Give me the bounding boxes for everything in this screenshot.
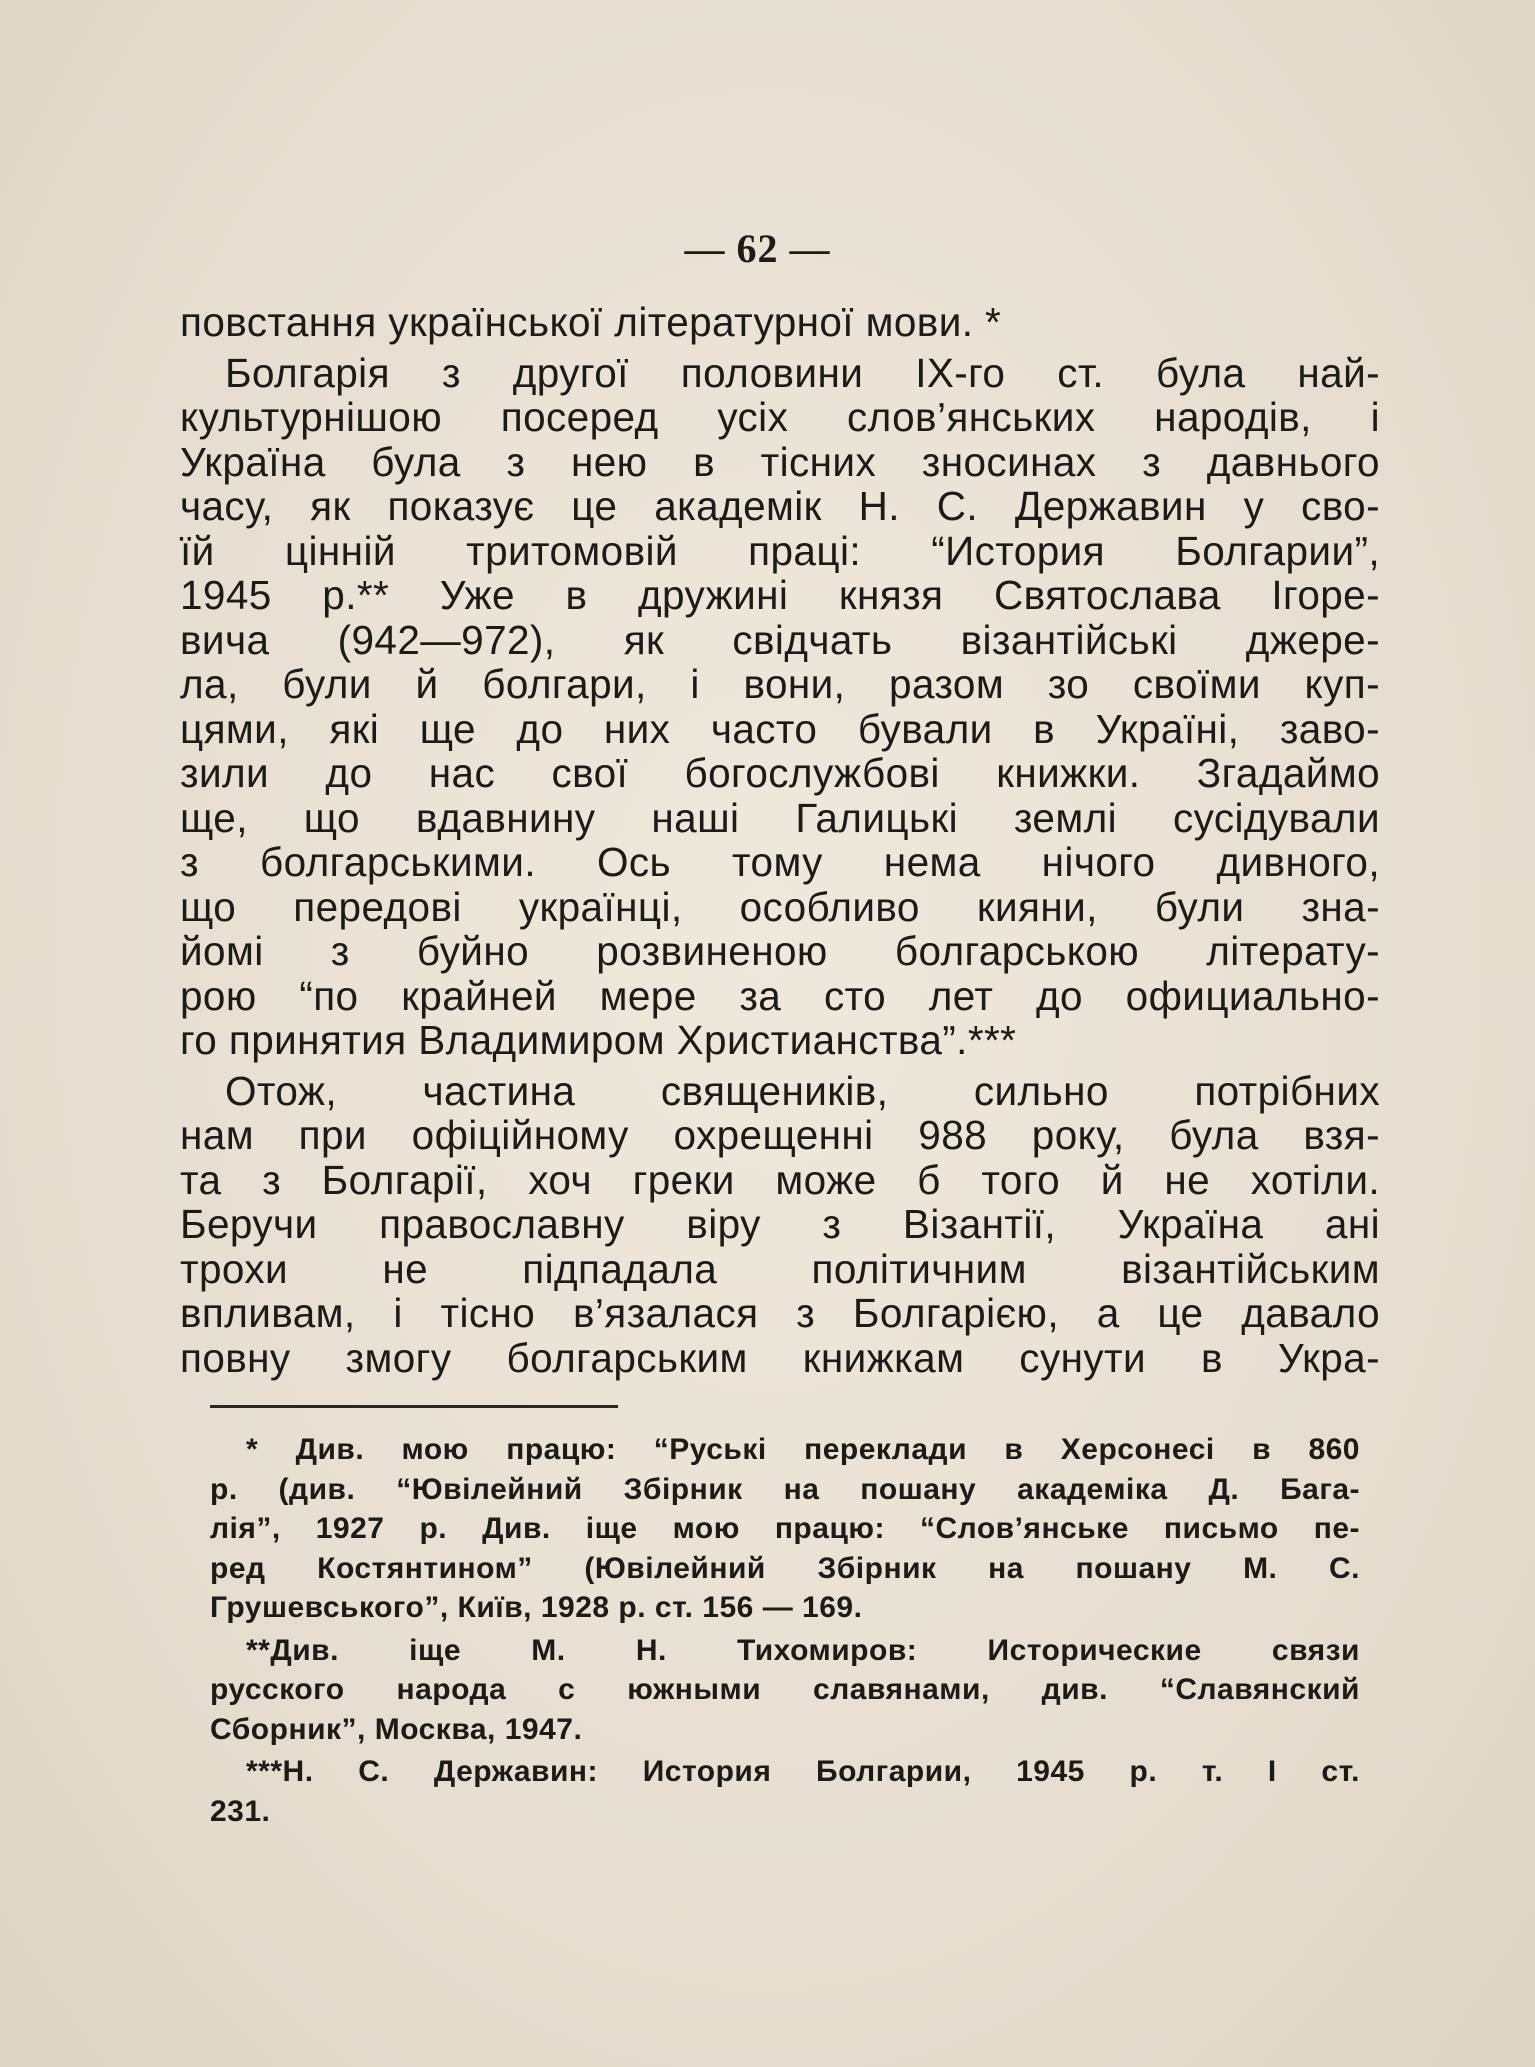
- text-line: вича (942—972), як свідчать візантійські джере-: [180, 616, 1380, 663]
- footnote-3: [210, 1752, 1360, 1831]
- footnote-line: ред Костянтином” (Ювілейний Збірник на пошану М. С.: [210, 1551, 1360, 1585]
- text-line: ще, що вдавнину наші Галицькі землі сусідували: [180, 794, 1380, 841]
- text-line: рою “по крайней мере за сто лет до официально-: [180, 972, 1380, 1019]
- text-line: повну змогу болгарським книжкам сунути в Укра-: [180, 1334, 1380, 1381]
- footnote-2: [210, 1631, 1360, 1750]
- paragraph-1: [180, 300, 1380, 345]
- paragraph-3: [180, 1069, 1380, 1381]
- text-line: трохи не підпадала політичним візантійським: [180, 1245, 1380, 1292]
- text-line: їй цінній тритомовій праці: “История Болгарии”,: [180, 527, 1380, 574]
- text-line: Болгарія з другої половини IX-го ст. була най-: [225, 349, 1380, 396]
- text-line: що передові українці, особливо кияни, були зна-: [180, 883, 1380, 930]
- text-line: з болгарськими. Ось тому нема нічого дивного,: [180, 839, 1380, 885]
- text-line: Україна була з нею в тісних зносинах з давнього: [180, 438, 1380, 485]
- footnote-1: [210, 1430, 1360, 1628]
- footnote-line: * Див. мою працю: “Руські переклади в Херсонесі в 860: [246, 1433, 1360, 1466]
- footnote-line: лія”, 1927 р. Див. іще мою працю: “Слов’янське письмо пе-: [210, 1512, 1360, 1545]
- footnote-line: **Див. іще М. Н. Тихомиров: Исторические связи: [246, 1633, 1360, 1667]
- text-line: 1945 р.** Уже в дружині князя Святослава Ігоре-: [180, 572, 1380, 618]
- text-line: зили до нас свої богослужбові книжки. Згадаймо: [180, 750, 1380, 796]
- footnote-separator: [210, 1405, 618, 1408]
- text-line: Беручи православну віру з Візантії, Україна ані: [180, 1201, 1380, 1247]
- text-line: Отож, частина священиків, сильно потрібних: [225, 1067, 1380, 1114]
- footnote-line: Сборник”, Москва, 1947.: [210, 1712, 583, 1746]
- text-line: нам при офіційному охрещенні 988 року, була взя-: [180, 1112, 1380, 1158]
- footnote-line: р. (див. “Ювілейний Збірник на пошану академіка Д. Бага-: [210, 1472, 1360, 1506]
- footnote-line: ***Н. С. Державин: История Болгарии, 1945 р. т. I ст.: [246, 1755, 1360, 1788]
- paragraph-2: [180, 351, 1380, 1063]
- text-line: та з Болгарії, хоч греки може б того й не хотіли.: [180, 1156, 1380, 1203]
- footnote-line: 231.: [210, 1794, 271, 1828]
- text-line: йомі з буйно розвиненою болгарською літерату-: [180, 928, 1380, 974]
- text-line: часу, як показує це академік Н. С. Державин у сво-: [180, 483, 1380, 529]
- text-line: повстання української літературної мови. *: [180, 299, 1002, 345]
- text-line: ла, були й болгари, і вони, разом зо своїми куп-: [180, 661, 1380, 707]
- footnote-line: русского народа с южными славянами, див. “Славянский: [210, 1673, 1360, 1706]
- page-number: — 62 —: [684, 226, 831, 271]
- footnotes: [210, 1430, 1360, 1831]
- text-line: цями, які ще до них часто бували в Україні, заво-: [180, 705, 1380, 752]
- text-line: культурнішою посеред усіх слов’янських народів, і: [180, 394, 1380, 440]
- main-text: [180, 300, 1380, 1380]
- footnote-line: Грушевського”, Київ, 1928 р. ст. 156 — 169.: [210, 1591, 863, 1624]
- text-line: го принятия Владимиром Христианства”.***: [180, 1017, 1017, 1063]
- text-line: впливам, і тісно в’язалася з Болгарією, а це давало: [180, 1290, 1380, 1336]
